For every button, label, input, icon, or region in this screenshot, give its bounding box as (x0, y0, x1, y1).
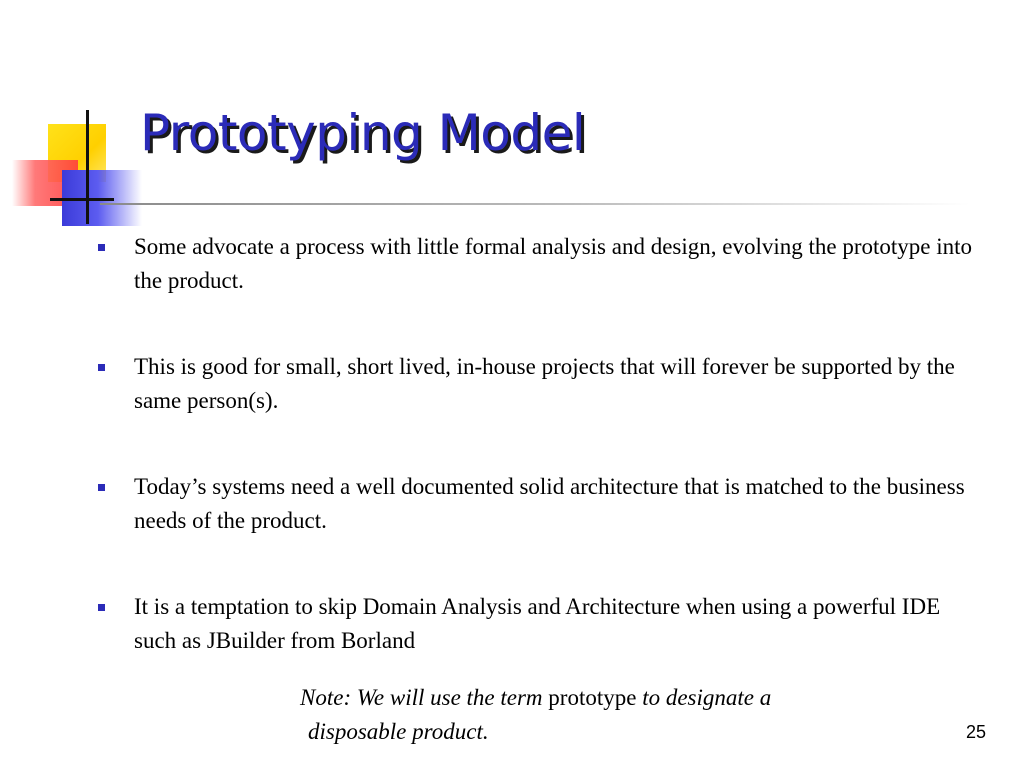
bullet-item (96, 230, 976, 298)
bullet-text: Some advocate a process with little formal analysis and design, evolving the prototype into the product. (134, 234, 973, 293)
bullet-list (96, 230, 976, 658)
title-underline (100, 203, 970, 205)
square-bullet-icon (98, 604, 105, 611)
note-term: prototype (548, 685, 637, 710)
bullet-text: Today’s systems need a well documented solid architecture that is matched to the business needs of the product. (134, 474, 965, 533)
note (300, 681, 940, 749)
note-part-2: to designate a (636, 685, 772, 710)
page-number: 25 (966, 722, 987, 742)
note-part-3: disposable product. (308, 719, 489, 744)
bullet-text: It is a temptation to skip Domain Analysis and Architecture when using a powerful IDE such as JBuilder from Borland (134, 594, 941, 653)
square-bullet-icon (98, 244, 105, 251)
bullet-item (96, 590, 976, 658)
bullet-item (96, 350, 976, 418)
horizontal-line (50, 198, 114, 201)
vertical-line (86, 110, 89, 224)
slide-title: Prototyping Model (140, 104, 586, 162)
note-part-1: Note: We will use the term (300, 685, 549, 710)
bullet-text: This is good for small, short lived, in-house projects that will forever be supported by the same person(s). (134, 354, 955, 413)
bullet-item (96, 470, 976, 538)
square-bullet-icon (98, 484, 105, 491)
square-bullet-icon (98, 364, 105, 371)
